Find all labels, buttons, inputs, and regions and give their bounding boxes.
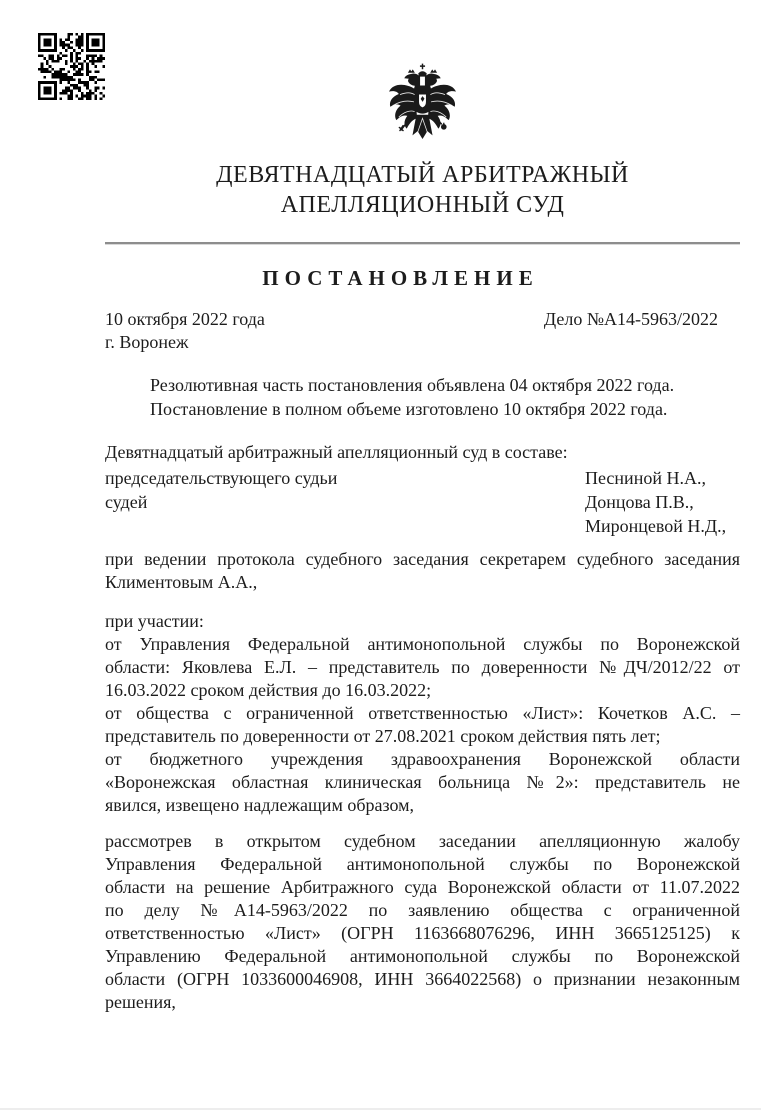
participants-line: 16.03.2022 сроком действия до 16.03.2022;	[105, 680, 432, 700]
document-body	[105, 0, 740, 1014]
appeal-line: рассмотрев в открытом судебном заседании апелляционную жалобу	[105, 831, 740, 851]
page-bottom-edge	[0, 1108, 761, 1110]
participants-intro: при участии:	[105, 611, 204, 631]
court-name-line1: ДЕВЯТНАДЦАТЫЙ АРБИТРАЖНЫЙ	[216, 162, 629, 188]
judges-row	[105, 490, 740, 514]
appeal-line: Управления Федеральной антимонопольной службы по Воронежской	[105, 854, 740, 874]
participants-line: от бюджетного учреждения здравоохранения Воронежской области	[105, 749, 740, 769]
judge-3-row	[105, 514, 740, 538]
appeal-line: Управлению Федеральной антимонопольной службы по Воронежской	[105, 946, 740, 966]
decision-date: 10 октября 2022 года	[105, 309, 265, 329]
composition-rows	[105, 466, 740, 538]
header-divider	[105, 242, 740, 244]
presiding-label: председательствующего судьи	[105, 468, 338, 488]
appeal-paragraph	[105, 830, 740, 1014]
appeal-line: области (ОГРН 1033600046908, ИНН 3664022568) о признании незаконным	[105, 969, 740, 989]
resolutive-part-line: Резолютивная часть постановления объявлена 04 октября 2022 года.	[150, 375, 675, 395]
participants-line: области: Яковлева Е.Л. – представитель по доверенности №ДЧ/2012/22 от	[105, 657, 740, 677]
participants-line: представитель по доверенности от 27.08.2021 сроком действия пять лет;	[105, 726, 661, 746]
appeal-line: области на решение Арбитражного суда Воронежской области от 11.07.2022	[105, 877, 740, 897]
qr-code-icon	[38, 33, 105, 100]
participants-line: от общества с ограниченной ответственностью «Лист»: Кочетков А.С. –	[105, 703, 740, 723]
participants-line: от Управления Федеральной антимонопольной службы по Воронежской	[105, 634, 740, 654]
composition-intro: Девятнадцатый арбитражный апелляционный суд в составе:	[105, 442, 568, 462]
participants-line: «Воронежская областная клиническая больница №2»: представитель не	[105, 772, 740, 792]
secretary-paragraph	[105, 548, 740, 594]
court-name-line2: АПЕЛЛЯЦИОННЫЙ СУД	[280, 192, 565, 218]
secretary-line-1: при ведении протокола судебного заседания секретарем судебного заседания	[105, 549, 740, 569]
participants-section	[105, 610, 740, 817]
date-case-row	[105, 308, 740, 331]
secretary-line-2: Климентовым А.А.,	[105, 572, 258, 592]
judges-label: судей	[105, 492, 148, 512]
document-title: ПОСТАНОВЛЕНИЕ	[262, 266, 539, 290]
city: г. Воронеж	[105, 332, 189, 352]
appeal-line: по делу №А14-5963/2022 по заявлению общества с ограниченной	[105, 900, 740, 920]
full-text-date-line: Постановление в полном объеме изготовлено 10 октября 2022 года.	[150, 399, 668, 419]
case-number: Дело №А14-5963/2022	[543, 309, 718, 329]
judge-2-name: Донцова П.В.,	[585, 492, 694, 512]
appeal-line: ответственностью «Лист» (ОГРН 1163668076296, ИНН 3665125125) к	[105, 923, 740, 943]
presiding-judge-row	[105, 466, 740, 490]
participants-line: явился, извещено надлежащим образом,	[105, 795, 415, 815]
resolution-dates	[105, 373, 740, 421]
presiding-judge-name: Песниной Н.А.,	[585, 468, 706, 488]
judge-3-name: Миронцевой Н.Д.,	[585, 516, 727, 536]
appeal-line: решения,	[105, 992, 176, 1012]
court-name	[105, 160, 740, 220]
